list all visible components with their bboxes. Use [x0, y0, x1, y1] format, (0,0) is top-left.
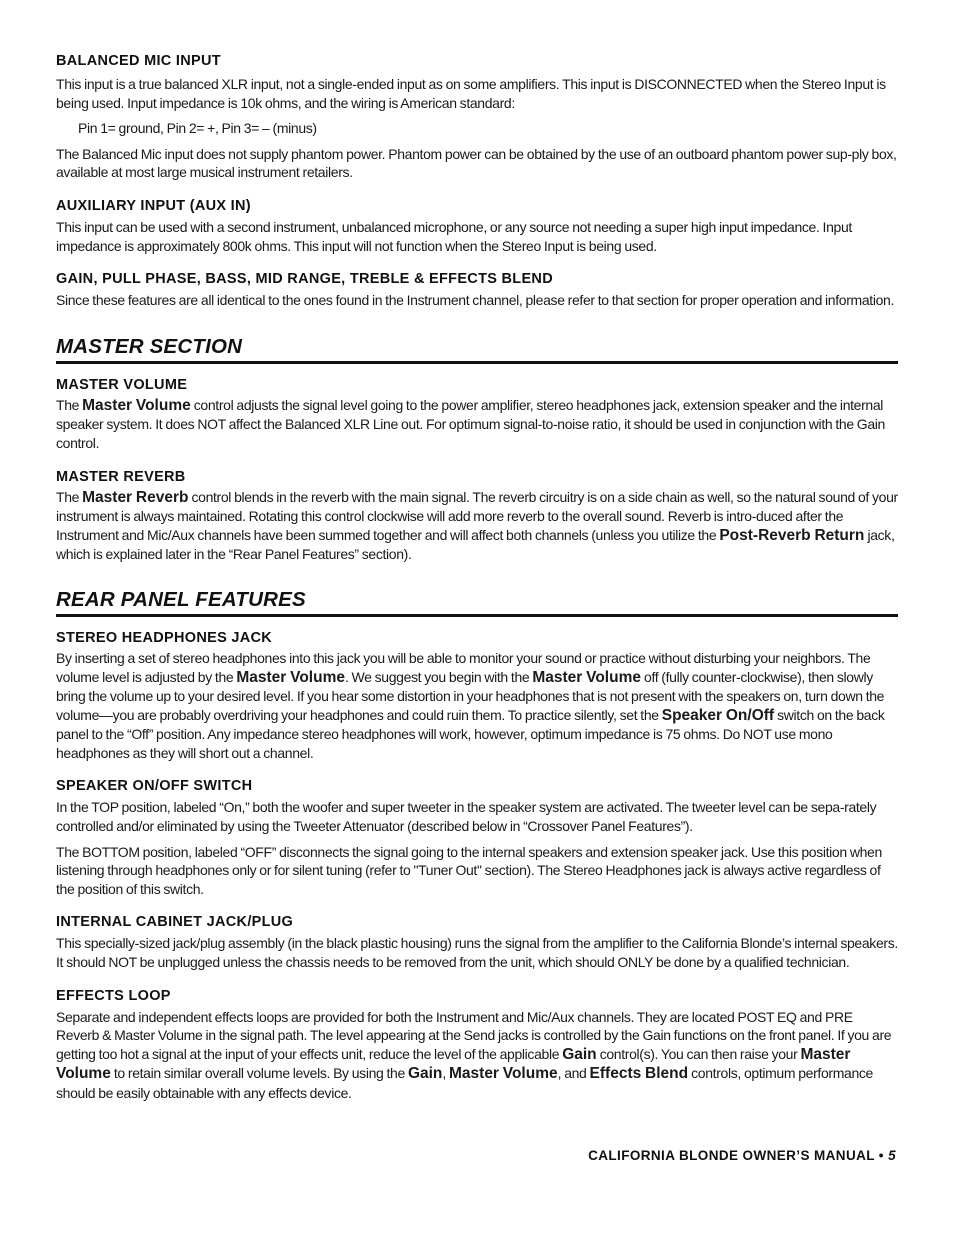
master-section-title: MASTER SECTION: [56, 335, 898, 364]
manual-page: [56, 52, 898, 1103]
master-volume-text: The Master Volume control adjusts the signal level going to the power amplifier, stereo headphones jack, extension speaker and the internal speaker system. It does NOT affect the Balanced XLR Line out. For optimum signal-to-noise ratio, it should be used in conjunction with the Gain control.: [56, 396, 885, 451]
aux-input-heading: AUXILIARY INPUT (AUX IN): [56, 197, 251, 214]
gain-features-text: Since these features are all identical to the ones found in the Instrument channel, please refer to that section for proper operation and information.: [56, 292, 894, 309]
speaker-switch-heading: SPEAKER ON/OFF SWITCH: [56, 778, 253, 795]
footer-title: CALIFORNIA BLONDE OWNER’S MANUAL •: [588, 1148, 889, 1163]
gain-features-heading: GAIN, PULL PHASE, BASS, MID RANGE, TREBLE & EFFECTS BLEND: [56, 271, 553, 288]
effects-loop-text: Separate and independent effects loops are provided for both the Instrument and Mic/Aux channels. They are located POST EQ and PRE Reverb & Master Volume in the signal path. The level appearing at the Send jacks is controlled by the Gain functions on the front panel. If you are getting too hot a signal at the input of your effects unit, reduce the level of the applicable Gain control(s). You can then raise your Master Volume to retain similar overall volume levels. By using the Gain, Master Volume, and Effects Blend controls, optimum performance should be easily obtainable with any effects device.: [56, 1008, 892, 1101]
headphones-jack-text: By inserting a set of stereo headphones into this jack you will be able to monitor your sound or practice without disturbing your neighbors. The volume level is adjusted by the Master Volume. We suggest you begin with the Master Volume off (fully counter-clockwise), then slowly bring the volume up to your desired level. If you hear some distortion in your headphones that is not present with the speakers on, turn down the volume—you are probably overdriving your headphones and could ruin them. To practice silently, set the Speaker On/Off switch on the back panel to the “Off” position. Any impedance stereo headphones will work, however, optimum impedance is 75 ohms. Do NOT use mono headphones as they will short out a channel.: [56, 649, 885, 761]
page-footer: [588, 1148, 896, 1163]
pin-wiring-text: Pin 1= ground, Pin 2= +, Pin 3= – (minus): [78, 120, 317, 137]
balanced-mic-text: This input is a true balanced XLR input, not a single-ended input as on some amplifiers. This input is DISCONNECTED when the Stereo Input is being used. Input impedance is 10k ohms, and the wiring is American standard:: [56, 76, 886, 111]
phantom-power-text: The Balanced Mic input does not supply phantom power. Phantom power can be obtained by the use of an outboard phantom power sup-ply box, available at most large musical instrument retailers.: [56, 145, 897, 181]
aux-input-text: This input can be used with a second instrument, unbalanced microphone, or any source not needing a super high input impedance. Input impedance is approximately 800k ohms. This input will not function when the Stereo Input is being used.: [56, 218, 852, 254]
rear-panel-title: REAR PANEL FEATURES: [56, 588, 898, 617]
speaker-switch-top-text: In the TOP position, labeled “On,” both the woofer and super tweeter in the speaker system are activated. The tweeter level can be sepa-rately controlled and/or eliminated by using the Tweeter Attenuator (described below in “Crossover Panel Features”).: [56, 799, 877, 835]
master-reverb-heading: MASTER REVERB: [56, 468, 186, 485]
speaker-switch-bottom-text: The BOTTOM position, labeled “OFF” disconnects the signal going to the internal speakers and extension speaker jack. Use this position when listening through headphones only or for silent tuning (refer to "Tuner Out" section). The Stereo Headphones jack is always active regardless of the position of this switch.: [56, 843, 882, 897]
headphones-jack-heading: STEREO HEADPHONES JACK: [56, 629, 273, 646]
effects-loop-heading: EFFECTS LOOP: [56, 987, 171, 1004]
page-number: 5: [888, 1148, 896, 1163]
cabinet-jack-heading: INTERNAL CABINET JACK/PLUG: [56, 914, 294, 931]
master-volume-heading: MASTER VOLUME: [56, 376, 188, 393]
cabinet-jack-text: This specially-sized jack/plug assembly (in the black plastic housing) runs the signal from the amplifier to the California Blonde’s internal speakers. It should NOT be unplugged unless the chassis needs to be removed from the unit, which should ONLY be done by a qualified technician.: [56, 935, 898, 971]
balanced-mic-heading: BALANCED MIC INPUT: [56, 53, 221, 69]
master-reverb-text: The Master Reverb control blends in the reverb with the main signal. The reverb circuitry is on a side chain as well, so the natural sound of your instrument is always maintained. Rotating this control clockwise will add more reverb to the overall sound. Reverb is intro-duced after the Instrument and Mic/Aux channels have been summed together and will affect both channels (unless you utilize the Post-Reverb Return jack, which is explained later in the “Rear Panel Features” section).: [56, 488, 898, 563]
